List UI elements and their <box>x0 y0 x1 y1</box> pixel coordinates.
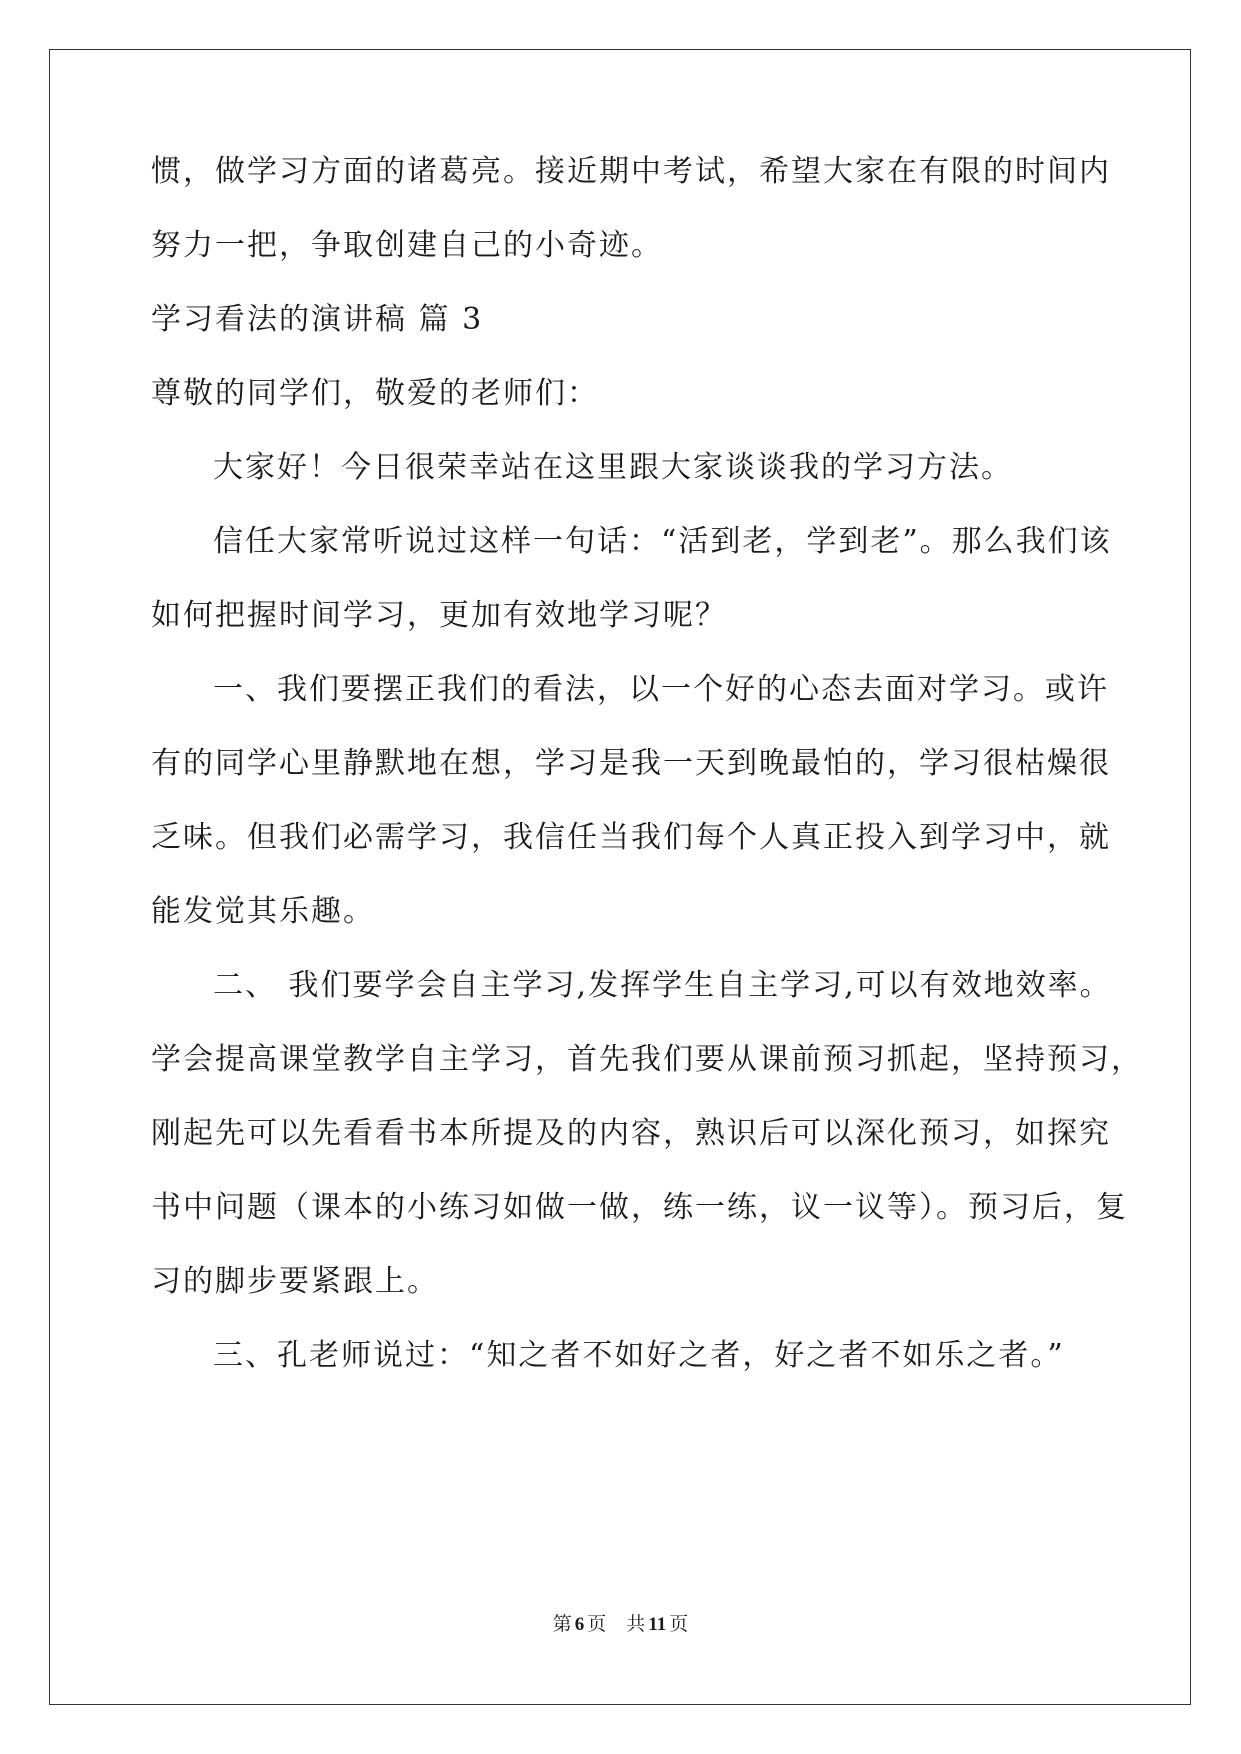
text-line-9: 有的同学心里静默地在想，学习是我一天到晚最怕的，学习很枯燥很 <box>151 746 1111 781</box>
text-line-10: 乏味。但我们必需学习，我信任当我们每个人真正投入到学习中，就 <box>151 820 1111 855</box>
text-line-8: 一、我们要摆正我们的看法，以一个好的心态去面对学习。或许 <box>213 672 1109 707</box>
text-line-17: 三、孔老师说过：“知之者不如好之者，好之者不如乐之者。” <box>213 1338 1065 1373</box>
text-line-12: 二、 我们要学会自主学习,发挥学生自主学习,可以有效地效率。 <box>213 968 1112 1003</box>
page-frame <box>49 49 1191 1705</box>
text-line-15: 书中问题（课本的小练习如做一做，练一练，议一议等）。预习后，复 <box>151 1190 1128 1225</box>
salutation: 尊敬的同学们，敬爱的老师们： <box>151 376 599 411</box>
footer-total-suffix: 页 <box>669 1613 689 1635</box>
text-line-5: 大家好！今日很荣幸站在这里跟大家谈谈我的学习方法。 <box>213 450 1013 485</box>
text-line-7: 如何把握时间学习，更加有效地学习呢？ <box>151 598 727 633</box>
section-heading: 学习看法的演讲稿 篇 3 <box>151 302 484 337</box>
footer-page-number: 6 <box>574 1614 585 1635</box>
footer-total-pages: 11 <box>648 1614 667 1635</box>
text-line-11: 能发觉其乐趣。 <box>151 894 375 929</box>
text-line-6: 信任大家常听说过这样一句话：“活到老，学到老”。那么我们该 <box>213 524 1112 559</box>
page-footer <box>0 1612 1241 1637</box>
footer-prefix: 第 <box>552 1613 572 1635</box>
text-line-1: 惯，做学习方面的诸葛亮。接近期中考试，希望大家在有限的时间内 <box>151 154 1111 189</box>
text-line-13: 学会提高课堂教学自主学习，首先我们要从课前预习抓起，坚持预习， <box>151 1042 1143 1077</box>
text-line-16: 习的脚步要紧跟上。 <box>151 1264 439 1299</box>
text-line-2: 努力一把，争取创建自己的小奇迹。 <box>151 228 663 263</box>
text-line-14: 刚起先可以先看看书本所提及的内容，熟识后可以深化预习，如探究 <box>151 1116 1111 1151</box>
footer-total-prefix: 共 <box>626 1613 646 1635</box>
footer-page-suffix: 页 <box>587 1613 607 1635</box>
